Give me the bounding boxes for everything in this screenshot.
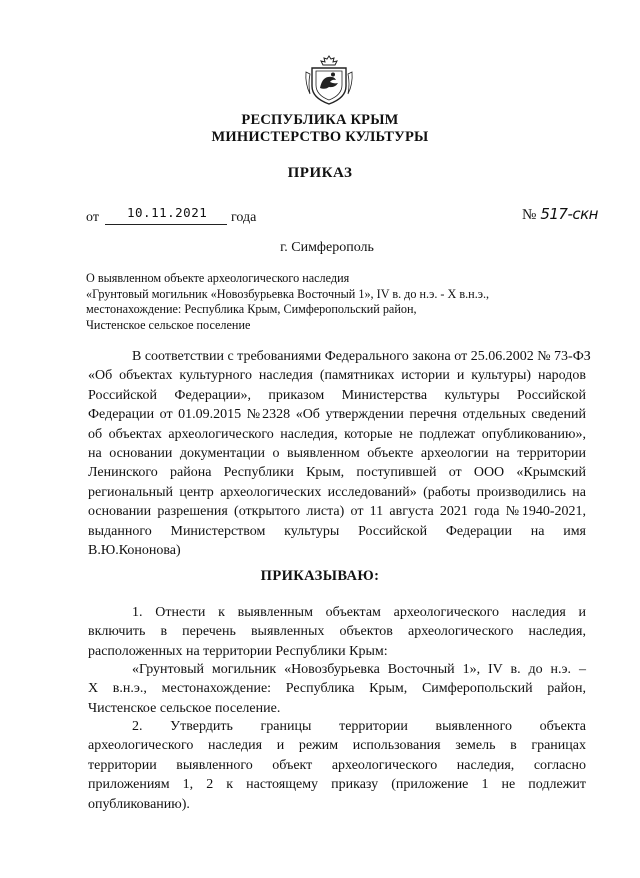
subject-line: Чистенское сельское поселение xyxy=(86,317,251,332)
date-prefix: от xyxy=(86,210,99,225)
item-line: археологического наследия и режим использования земель в границах xyxy=(88,738,586,754)
document-city: г. Симферополь xyxy=(280,240,374,255)
preamble-line: выданного Министерством культуры Российской Федерации на имя xyxy=(88,523,586,539)
item-line: приложениям 1, 2 к настоящему приказу (приложение 1 не подлежит xyxy=(88,777,586,793)
document-subject xyxy=(86,271,489,333)
preamble-line: «Об объектах культурного наследия (памятниках истории и культуры) народов xyxy=(88,368,586,384)
item-line: «Грунтовый могильник «Новозбурьевка Восточный 1», IV в. до н.э. – xyxy=(132,662,586,677)
preamble-line: Российской Федерации», приказом Министерства культуры Российской xyxy=(88,387,586,403)
document-type-title: ПРИКАЗ xyxy=(287,165,353,181)
preamble-line: на основании документации о выявленном объекте археологии на территории xyxy=(88,445,586,461)
item-line: включить в перечень выявленных объектов археологического наследия, xyxy=(88,624,586,640)
preamble-line: об объектах археологического наследия, которые не подлежат опубликованию», xyxy=(88,426,586,442)
document-number xyxy=(522,205,598,224)
item-line: Х в.н.э., местонахождение: Республика Крым, Симферопольский район, xyxy=(88,681,586,697)
crimea-coat-of-arms-icon xyxy=(304,54,354,106)
preamble-line: региональный центр археологических исследований» (работы производились на xyxy=(88,484,586,500)
item-line: территории выявленного объект археологического наследия, согласно xyxy=(88,757,586,773)
subject-line: О выявленном объекте археологического наследия xyxy=(86,271,350,285)
order-item-1 xyxy=(88,603,586,661)
item-line: 1. Отнести к выявленным объектам археологического наследия и xyxy=(132,605,586,620)
preamble-line: основании разрешения (открытого листа) от 11 августа 2021 года №1940-2021, xyxy=(88,504,586,520)
preamble-paragraph xyxy=(88,347,591,560)
item-line: 2. Утвердить границы территории выявленного объекта xyxy=(132,719,586,734)
item-line: расположенных на территории Республики Крым: xyxy=(88,643,388,659)
subject-line: «Грунтовый могильник «Новозбурьевка Восточный 1», IV в. до н.э. - Х в.н.э., xyxy=(86,286,490,301)
date-suffix: года xyxy=(231,210,257,225)
organization-region: РЕСПУБЛИКА КРЫМ xyxy=(241,112,399,128)
preamble-line: Федерации от 01.09.2015 №2328 «Об утверждении перечня отдельных сведений xyxy=(88,407,586,423)
item-line: опубликованию). xyxy=(88,796,190,812)
subject-line: местонахождение: Республика Крым, Симферопольский район, xyxy=(86,302,417,316)
item-line: Чистенское сельское поселение. xyxy=(88,700,281,716)
date-value: 10.11.2021 xyxy=(127,205,208,220)
number-sign: № xyxy=(522,207,537,223)
order-item-1-object xyxy=(88,660,586,718)
preamble-line: Ленинского района Республики Крым, поступившей от ООО «Крымский xyxy=(88,465,586,481)
order-item-2 xyxy=(88,717,586,814)
preamble-line: В соответствии с требованиями Федерального закона от 25.06.2002 № 73-ФЗ xyxy=(132,349,591,364)
organization-ministry: МИНИСТЕРСТВО КУЛЬТУРЫ xyxy=(211,129,429,145)
preamble-line: В.Ю.Кононова) xyxy=(88,542,181,558)
date-field xyxy=(105,205,227,225)
number-value: 517-скн xyxy=(540,205,598,223)
order-heading: ПРИКАЗЫВАЮ: xyxy=(260,568,380,584)
